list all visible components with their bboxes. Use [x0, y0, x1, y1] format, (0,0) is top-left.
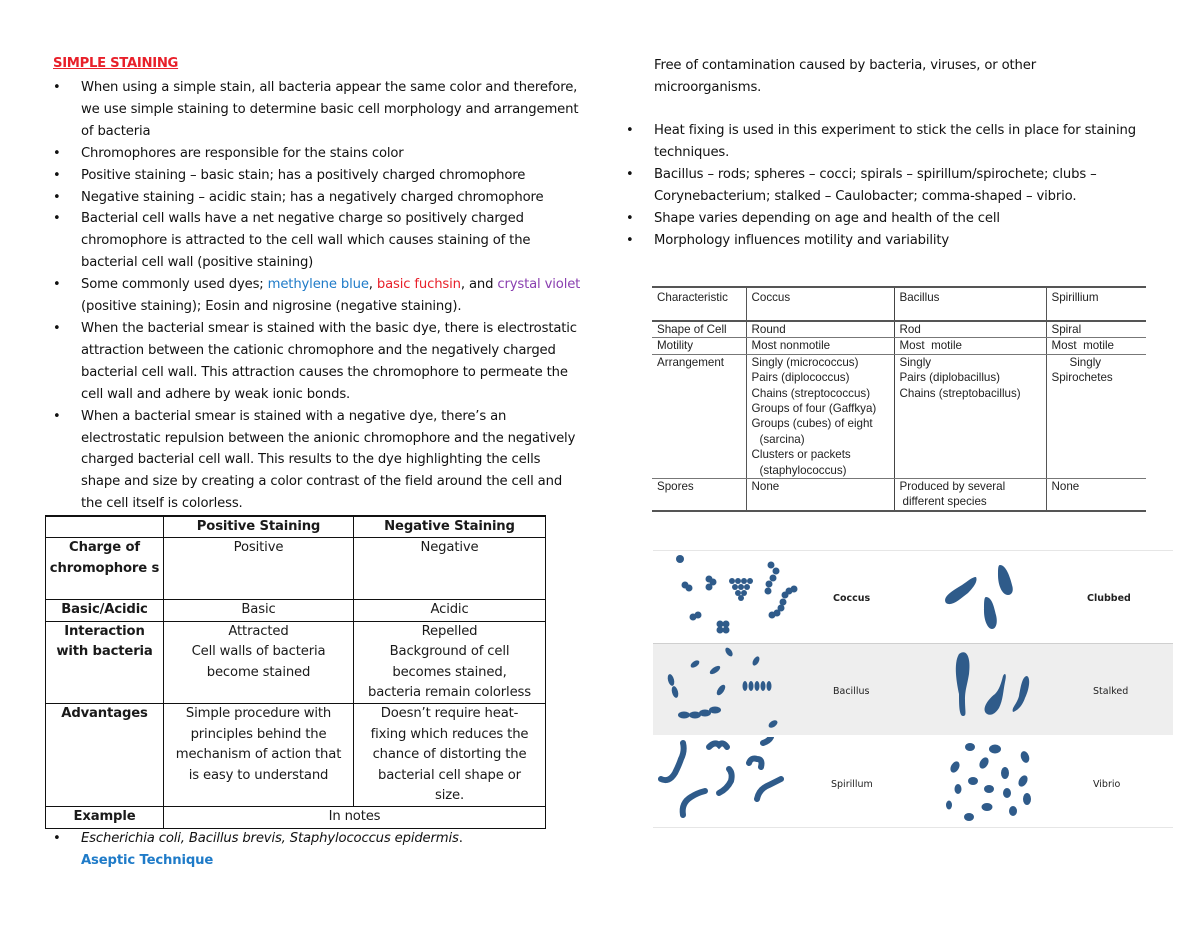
bullet-item: • Positive staining – basic stain; has a positively charged chromophore [53, 165, 583, 187]
arrangement-line: (staphylococcus) [759, 463, 847, 477]
cell-negative: Doesn’t require heat-fixing which reduces the chance of distorting the bacterial cell shape or size. [354, 704, 546, 807]
section-title-simple-staining: SIMPLE STAINING [53, 56, 179, 71]
arrangement-line: Clusters or packets [751, 448, 851, 462]
cell-line: Repelled [421, 623, 478, 639]
header-spirillium: Spirillium [1046, 287, 1146, 321]
bullet-item: • Bacillus – rods; spheres – cocci; spirals – spirillum/spirochete; clubs – Corynebacterium; stalked – Caulobacter; comma-shaped – vibrio. [626, 164, 1146, 208]
dye-methylene-blue: methylene blue [267, 277, 369, 293]
arrangement-line: Chains (streptococcus) [751, 386, 871, 400]
spirillum-illustration-icon [653, 737, 813, 829]
bullet-item: • Shape varies depending on age and health of the cell [626, 208, 1146, 230]
cell-spirillium: Most motile [1046, 338, 1146, 354]
header-bacillus: Bacillus [894, 287, 1046, 321]
row-label: Advantages [46, 704, 164, 807]
arrangement-line: Singly [1069, 355, 1102, 369]
bullet-item: • Negative staining – acidic stain; has a negatively charged chromophore [53, 187, 583, 209]
cell-negative [354, 621, 546, 704]
arrangement-line: Chains (streptobacillus) [899, 386, 1021, 400]
cell-line: Background of cell becomes stained, bacteria remain colorless [368, 644, 531, 701]
coccus-illustration-icon [653, 551, 813, 643]
table-row [46, 621, 546, 704]
cell-merged: In notes [164, 807, 546, 828]
header-characteristic: Characteristic [652, 287, 746, 321]
table-row [46, 807, 546, 828]
dye-crystal-violet: crystal violet [497, 277, 581, 293]
table-row [46, 704, 546, 807]
label-spirillum: Spirillum [831, 779, 873, 790]
label-bacillus: Bacillus [833, 686, 870, 697]
row-label: Interaction with bacteria [46, 621, 164, 704]
table-row [652, 354, 1146, 478]
bullet-item: • When the bacterial smear is stained with the basic dye, there is electrostatic attraction between the cationic chromophore and the negatively charged bacterial cell wall. This attraction causes the chromophore to permeate the cell wall and adhere by weak ionic bonds. [53, 318, 583, 406]
bullet-item: • Morphology influences motility and variability [626, 230, 1146, 252]
label-coccus: Coccus [833, 593, 871, 604]
bullet-item: • Chromophores are responsible for the stains color [53, 143, 583, 165]
column-header-negative: Negative Staining [354, 516, 546, 538]
morphology-bullets [626, 120, 1146, 251]
stalked-illustration-icon [943, 644, 1053, 736]
bullet-item: • Heat fixing is used in this experiment to stick the cells in place for staining techniques. [626, 120, 1146, 164]
cell-positive: Basic [164, 600, 354, 621]
arrangement-line: Pairs (diplobacillus) [899, 371, 1001, 385]
cell-positive: Simple procedure with principles behind the mechanism of action that is easy to understand [164, 704, 354, 807]
cell-line: Attracted [228, 623, 289, 639]
dyes-prefix: Some commonly used dyes; [81, 277, 268, 293]
row-label: Arrangement [652, 354, 746, 478]
label-clubbed: Clubbed [1087, 593, 1131, 604]
cell-positive: Positive [164, 538, 354, 600]
period: . [458, 831, 463, 846]
table-row [652, 338, 1146, 354]
table-header-row [46, 516, 546, 538]
cell-bacillus [894, 354, 1046, 478]
figure-row-coccus-clubbed [653, 551, 1173, 643]
row-label: Motility [652, 338, 746, 354]
vibrio-illustration-icon [943, 737, 1053, 829]
cell-spirillium: None [1046, 479, 1146, 511]
table-row [46, 538, 546, 600]
cell-bacillus [894, 479, 1046, 511]
clubbed-illustration-icon [938, 551, 1048, 643]
row-label: Charge of chromophore s [46, 538, 164, 600]
table-header-row [652, 287, 1146, 321]
cell-positive [164, 621, 354, 704]
arrangement-line: Singly (micrococcus) [751, 355, 859, 369]
example-organisms: Escherichia coli, Bacillus brevis, Staphylococcus epidermis [81, 831, 459, 846]
bullet-item: • Bacterial cell walls have a net negative charge so positively charged chromophore is attracted to the cell wall which causes staining of the bacterial cell wall (positive staining) [53, 208, 583, 274]
label-vibrio: Vibrio [1093, 779, 1121, 790]
cell-bacillus: Rod [894, 321, 1046, 338]
dyes-suffix: (positive staining); Eosin and nigrosine (negative staining). [81, 299, 462, 315]
table-row [46, 600, 546, 621]
row-label: Shape of Cell [652, 321, 746, 338]
bacteria-shapes-figure [653, 550, 1173, 828]
cell-negative: Negative [354, 538, 546, 600]
cell-coccus [746, 354, 894, 478]
spores-line: Produced by several [899, 480, 1006, 494]
cell-coccus: None [746, 479, 894, 511]
arrangement-line: Spirochetes [1051, 371, 1113, 385]
row-label: Basic/Acidic [46, 600, 164, 621]
separator: , [368, 277, 377, 293]
staining-comparison-table [45, 515, 546, 829]
spores-line: different species [902, 495, 987, 509]
table-row [652, 321, 1146, 338]
bullet-item: • When using a simple stain, all bacteria appear the same color and therefore, we use simple staining to determine basic cell morphology and arrangement of bacteria [53, 77, 583, 143]
example-bullet [53, 828, 463, 850]
arrangement-line: Groups (cubes) of eight [751, 417, 873, 431]
cell-bacillus: Most motile [894, 338, 1046, 354]
bullet-item-dyes [53, 274, 583, 318]
cell-spirillium: Spiral [1046, 321, 1146, 338]
arrangement-line: Groups of four (Gaffkya) [751, 402, 877, 416]
bacillus-illustration-icon [653, 644, 813, 736]
cell-spirillium [1046, 354, 1146, 478]
cell-negative: Acidic [354, 600, 546, 621]
separator: , and [460, 277, 498, 293]
arrangement-line: (sarcina) [759, 432, 805, 446]
dye-basic-fuchsin: basic fuchsin [376, 277, 461, 293]
cell-coccus: Most nonmotile [746, 338, 894, 354]
figure-row-bacillus-stalked [653, 643, 1173, 735]
column-header-positive: Positive Staining [164, 516, 354, 538]
morphology-table [652, 286, 1146, 512]
arrangement-line: Pairs (diplococcus) [751, 371, 850, 385]
cell-coccus: Round [746, 321, 894, 338]
arrangement-line: Singly [899, 355, 932, 369]
simple-staining-bullets [53, 77, 583, 515]
cell-line: Cell walls of bacteria become stained [191, 644, 326, 680]
table-row [652, 479, 1146, 511]
header-coccus: Coccus [746, 287, 894, 321]
label-stalked: Stalked [1093, 686, 1129, 697]
section-heading-aseptic-technique: Aseptic Technique [81, 853, 214, 868]
aseptic-definition: Free of contamination caused by bacteria, viruses, or other microorganisms. [654, 58, 1037, 95]
figure-row-spirillum-vibrio [653, 737, 1173, 829]
row-label: Example [46, 807, 164, 828]
bullet-icon: • [53, 831, 61, 846]
bullet-item: • When a bacterial smear is stained with a negative dye, there’s an electrostatic repulsion between the anionic chromophore and the negatively charged bacterial cell wall. This results to the dye highlighting the cells shape and size by creating a color contrast of the field around the cell and the cell itself is colorless. [53, 406, 583, 516]
table-corner-cell [46, 516, 164, 538]
row-label: Spores [652, 479, 746, 511]
